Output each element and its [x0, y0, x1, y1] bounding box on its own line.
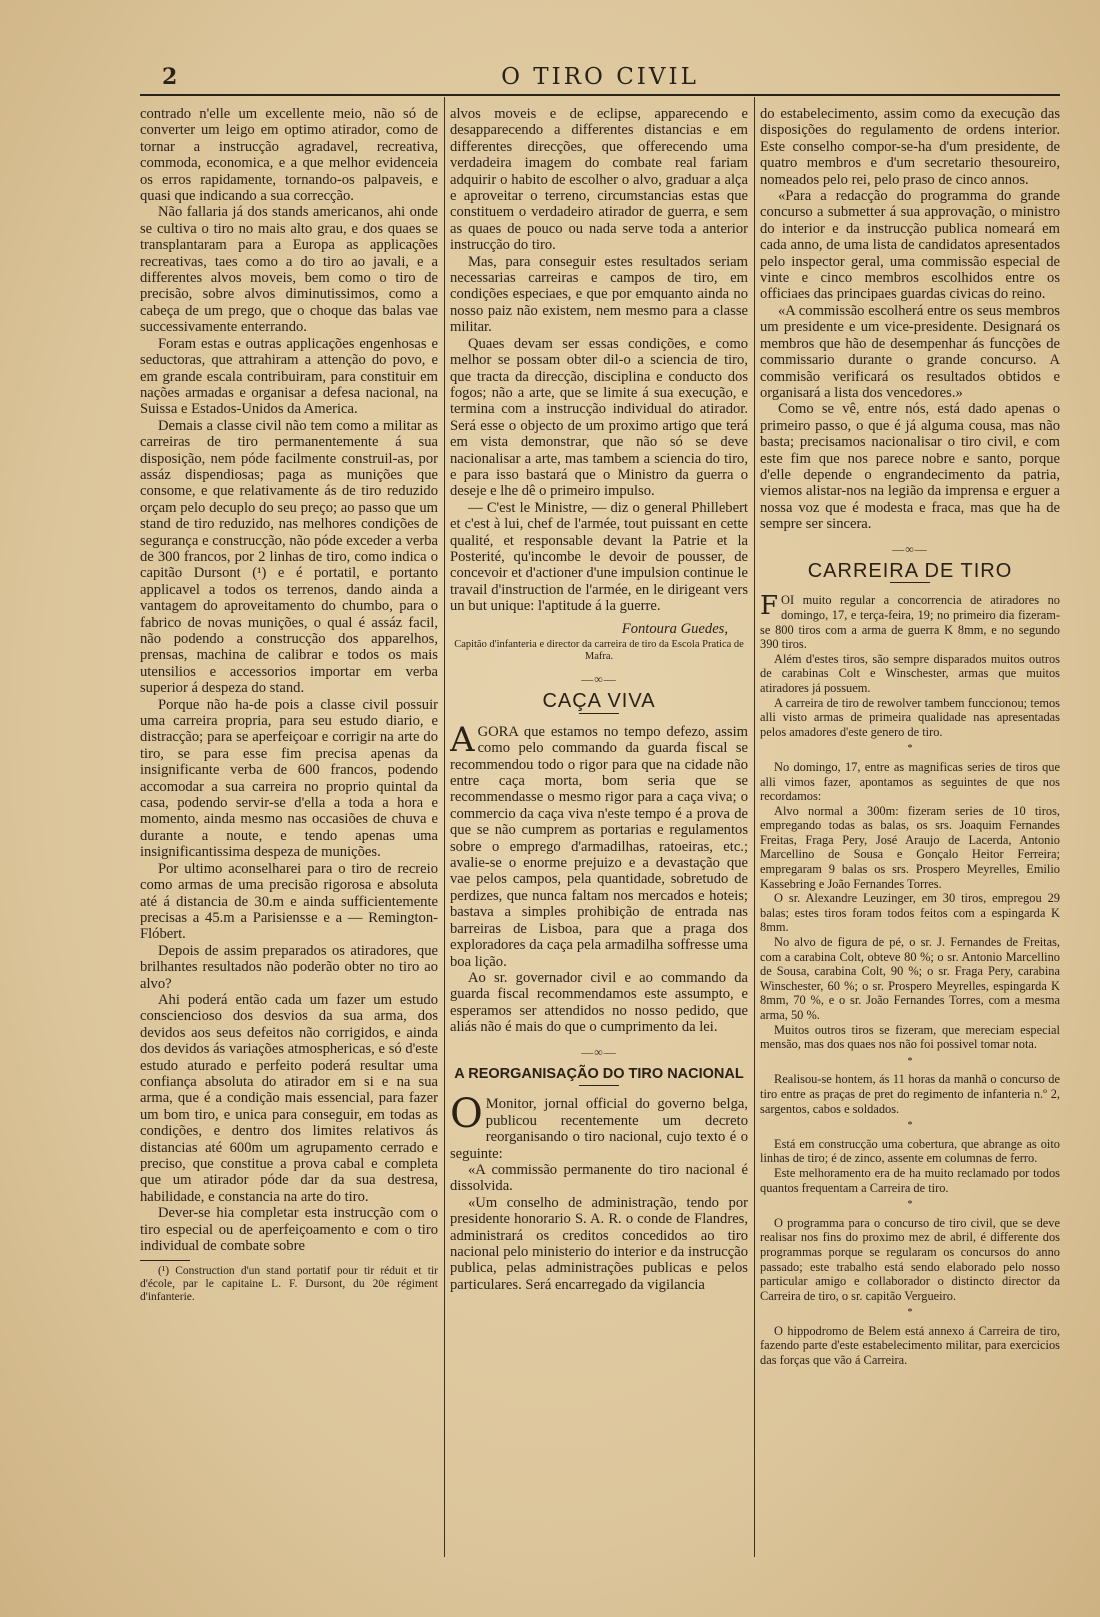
article-paragraph: Mas, para conseguir estes resultados seriam necessarias carreiras e campos de tiro, em condições especiaes, e que por emquanto ainda no nosso paiz não existem, nem mesmo para a classe militar.: [450, 253, 748, 336]
article-paragraph: Quaes devam ser essas condições, e como melhor se possam obter dil-o a sciencia de tiro, que tracta da direcção, disciplina e conducto dos fogos; não a arte, que se limite á sua execução, e termina com a instrucção individual do atirador. Será esse o objecto de um proximo artigo que terá em vista demonstrar, que não só se deve nacionalisar a arte, mas tambem a sciencia do tiro, e para isso bastará que o Ministro da guerra o deseje e lhe dê o primeiro impulso.: [450, 335, 748, 500]
section-title-reorganisacao: A REORGANISAÇÃO DO TIRO NACIONAL: [454, 1065, 744, 1082]
article-paragraph: O programma para o concurso de tiro civil, que se deve realisar nos fins do proximo mez de abril, é differente dos programmas porque se regularam os concursos do anno passado; este trabalho está sendo elaborado pelo nosso particular amigo e collaborador o distincto director da Carreira de tiro, o sr. capitão Vergueiro.: [760, 1215, 1060, 1303]
article-paragraph: Foram estas e outras applicações engenhosas e seductoras, que attrahiram a attenção do povo, e em grande escala contribuiram, para constituir em nações armadas e organisar a defesa nacional, na Suissa e Estados-Unidos da America.: [140, 335, 438, 418]
article-paragraph: Este melhoramento era de ha muito reclamado por todos quantos frequentam a Carreira de tiro.: [760, 1165, 1060, 1195]
author-title: Capitão d'infanteria e director da carreira de tiro da Escola Pratica de Mafra.: [454, 639, 744, 662]
drop-cap: O: [450, 1091, 483, 1138]
drop-cap: A: [450, 719, 475, 760]
section-ornament: —∞—: [892, 541, 928, 556]
article-paragraph: FOI muito regular a concorrencia de atiradores no domingo, 17, e terça-feira, 19; no primeiro dia fizeram-se 800 tiros com a arma de guerra K 8mm, e no segundo 390 tiros.: [760, 591, 1060, 652]
article-paragraph: O Monitor, jornal official do governo belga, publicou recentemente um decreto reorganisando o tiro nacional, cujo texto é o seguinte:: [450, 1091, 748, 1162]
article-paragraph: Está em construcção uma cobertura, que abrange as oito linhas de tiro; é de zinco, assente em columnas de ferro.: [760, 1136, 1060, 1166]
article-paragraph: A carreira de tiro de rewolver tambem funccionou; temos alli visto armas de primeira qualidade nas apresentadas pelos amadores d'este genero de tiro.: [760, 695, 1060, 739]
column-1: [140, 106, 438, 1576]
page-number: 2: [162, 64, 178, 90]
section-title-caca-viva: CAÇA VIVA: [542, 690, 656, 713]
title-rule: [579, 713, 619, 714]
article-paragraph: No domingo, 17, entre as magnificas series de tiros que alli vimos fazer, apontamos as seguintes de que nos recordamos:: [760, 759, 1060, 804]
article-paragraph: Por ultimo aconselharei para o tiro de recreio como armas de uma precisão rigorosa e absoluta até á distancia de 30.m e ainda sufficientemente precisas a 45.m a Parisiensse e a — Remington-Flóbert.: [140, 860, 438, 943]
column-divider: [444, 97, 445, 1557]
column-3: [760, 106, 1060, 1576]
article-paragraph: «Para a redacção do programma do grande concurso a submetter á sua approvação, o ministro do interior e da instrucção publica nomeará em cada anno, de uma lista de candidatos apresentados pelo inspector geral, uma commissão especial de vinte e cinco membros escolhidos entre os officiaes das principaes guardas civicas do reino.: [760, 188, 1060, 303]
article-paragraph: Depois de assim preparados os atiradores, que brilhantes resultados não poderão obter no tiro ao alvo?: [140, 942, 438, 992]
section-title-carreira: CARREIRA DE TIRO: [807, 559, 1013, 582]
article-paragraph: Muitos outros tiros se fizeram, que mereciam especial mensão, mas dos quaes nos não foi possivel tomar nota.: [760, 1022, 1060, 1052]
article-paragraph: Ahi poderá então cada um fazer um estudo consciencioso dos desvios da sua arma, dos devidos aos seus defeitos não corrigidos, e ainda dos devidos ás variações atmosphericas, e só d'este estudo aturado e perfeito poderá resultar uma confiança absoluta do atirador em si e na sua arma, que é a condição mais essencial, para fazer um bom tiro, e unica para conseguir, em todas as condições, e dentro dos limites relativos ás distancias até 600m um agrupamento cerrado e preciso, que constitue a prova cabal e completa que um atirador póde dar da sua destresa, habilidade, e constancia na arte do tiro.: [140, 991, 438, 1205]
carreira-body: [760, 593, 1060, 1367]
separator-asterisk: *: [907, 1120, 913, 1132]
article-paragraph: Não fallaria já dos stands americanos, ahi onde se cultiva o tiro no mais alto grau, e dos quaes se transplantaram para a Europa as applicações recreativas, taes como a do tiro ao javali, e a differentes alvos moveis, bem como o tiro de precisão, sobre alvos diminutissimos, como a cabeça de um prego, que o choque das balas vae successivamente enterrando.: [140, 204, 438, 336]
drop-cap: F: [760, 591, 779, 622]
section-ornament: —∞—: [581, 1044, 617, 1059]
article-paragraph: Realisou-se hontem, ás 11 horas da manhã o concurso de tiro entre as praças de pret do regimento de infanteria n.º 2, sargentos, cabos e soldados.: [760, 1072, 1060, 1116]
page-header: [140, 62, 1060, 92]
article-paragraph: Como se vê, entre nós, está dado apenas o primeiro passo, o que é já alguma cousa, mas não basta; precisamos nacionalisar o tiro civil, e com este fim que nos parece nobre e santo, porque d'elle depende o engrandecimento da patria, viemos alistar-nos na legião da imprensa e erguer a nossa voz que é modesta e fraca, mas que ha de sempre ser sincera.: [760, 401, 1060, 533]
separator-asterisk: *: [907, 1055, 913, 1067]
section-ornament: —∞—: [581, 672, 617, 686]
article-paragraph: No alvo de figura de pé, o sr. J. Fernandes de Freitas, com a carabina Colt, obteve 80 %; o sr. Antonio Marcellino de Sousa, carabina Colt, 90 %; o sr. Fraga Pery, carabina Winschester, 60 %; o sr. Prospero Meyrelles, espingarda K 8mm, 70 %, e o sr. João Fernandes Torres, com a mesma arma, 50 %.: [760, 935, 1060, 1022]
article-paragraph: Demais a classe civil não tem como a militar as carreiras de tiro permanentemente á sua disposição, nem póde facilmente construil-as, por assáz dispendiosas; paga as munições que consome, e que relativamente ás de tiro reduzido orçam pelo decuplo do seu preço; ao passo que um stand de tiro reduzido, nas melhores condições de segurança e construcção, não póde exceder a verba de 300 francos, por 2 linhas de tiro, como indica o capitão Dursont (¹) e é portatil, e portanto applicavel a todos os terrenos, dando ainda a vantagem do aproveitamento do chumbo, para o fabrico de novas munições, o qual é assáz facil, não podendo a construcção dos apparelhos, prensas, machina de calibrar e todos os mais utensilios e accessorios importar em verba superior á despeza do stand.: [140, 417, 438, 697]
article-paragraph: «Um conselho de administração, tendo por presidente honorario S. A. R. o conde de Flandres, administrará os creditos concedidos ao tiro nacional pelo ministerio do interior e da instrucção publica, pelas administrações publicas e pelos particulares. Será encarregado da vigilancia: [450, 1194, 748, 1293]
title-rule: [579, 1085, 619, 1086]
title-rule: [890, 582, 930, 583]
article-paragraph: O hippodromo de Belem está annexo á Carreira de tiro, fazendo parte d'este estabelecimento militar, para exercicios das forças que vão á Carreira.: [760, 1323, 1060, 1368]
article-paragraph: Dever-se hia completar esta instrucção com o tiro especial ou de aperfeiçoamento e com o tiro individual de combate sobre: [140, 1205, 438, 1255]
article-paragraph: contrado n'elle um excellente meio, não só de converter um leigo em optimo atirador, como de tornar a instrucção agradavel, recreativa, commoda, economica, e a que melhor evidenceia os erros rapidamente, tornando-os palpaveis, e quasi que indicando a sua correcção.: [140, 106, 438, 205]
article-paragraph: Além d'estes tiros, são sempre disparados muitos outros de carabinas Colt e Winschester, armas que muitos atiradores já possuem.: [760, 651, 1060, 695]
header-rule: [140, 94, 1060, 96]
separator-asterisk: *: [907, 1199, 913, 1211]
article-paragraph: «A commissão permanente do tiro nacional é dissolvida.: [450, 1161, 748, 1195]
article-paragraph: O sr. Alexandre Leuzinger, em 30 tiros, empregou 29 balas; estes tiros foram todos feitos com a espingarda K 8mm.: [760, 891, 1060, 935]
article-paragraph: do estabelecimento, assim como da execução das disposições do regulamento de ordens interior. Este conselho compor-se-ha d'um presidente, de quatro membros e d'um secretario thesoureiro, nomeados pelo rei, pelo praso de cinco annos.: [760, 106, 1060, 188]
author-signature: Fontoura Guedes,: [621, 620, 728, 637]
article-paragraph: Ao sr. governador civil e ao commando da guarda fiscal recommendamos este assumpto, e esperamos ser attendidos no nosso pedido, que aliás não é mais do que o cumprimento da lei.: [450, 969, 748, 1036]
article-paragraph: Alvo normal a 300m: fizeram series de 10 tiros, empregando todas as balas, os srs. Joaquim Fernandes Freitas, Fraga Pery, José Araujo de Lacerda, Antonio Marcellino de Sousa e Gonçalo Heitor Ferreira; empregaram 9 balas os srs. Prospero Meyrelles, Emilio Kassebring e João Fernandes Torres.: [760, 803, 1060, 891]
column-2: [450, 106, 748, 1576]
separator-asterisk: *: [907, 743, 913, 755]
footnote-rule: [140, 1260, 190, 1261]
masthead: O TIRO CIVIL: [501, 64, 699, 90]
article-paragraph: «A commissão escolherá entre os seus membros um presidente e um vice-presidente. Designará os membros que hão de desempenhar ás funcções de commissario durante o grande concurso. A commisão verificará os resultados obtidos e organisará a lista dos vencedores.»: [760, 302, 1060, 401]
article-paragraph: AGORA que estamos no tempo defezo, assim como pelo commando da guarda fiscal se recommendou todo o rigor para que na cidade não entre caça morta, bom seria que se recommendasse o mesmo rigor para a caça viva; o commercio da caça viva n'este tempo é a prova de que se não cumprem as portarias e regulamentos sobre o emprego d'armadilhas, ratoeiras, etc.; avalie-se o enorme prejuizo e a devastação que vae pelos campos, pela quantidade, sobretudo de perdizes, que nunca faltam nos mercados e hoteis; bastava a simples prohibição de entrada nas barreiras de Lisboa, para que a praga dos exploradores da caça pela armadilha soffresse uma boa lição.: [450, 719, 748, 970]
footnote: (¹) Construction d'un stand portatif pour tir réduit et tir d'école, par le capitaine L. F. Dursont, du 20e régiment d'infanterie.: [140, 1265, 438, 1304]
article-paragraph: Porque não ha-de pois a classe civil possuir uma carreira propria, para seu estudo diario, e distracção; para se aperfeiçoar e corrigir na arte do tiro, se para esse fim precisa apenas da insignificante verba de 600 francos, podendo accomodar a sua carreira no proprio quintal da casa, podendo servir-se d'ella a toda a hora e momento, ainda mesmo nas occasiões de chuva e durante a noute, e tendo apenas uma insignificantissima despeza de munições.: [140, 696, 438, 861]
article-paragraph: alvos moveis e de eclipse, apparecendo e desapparecendo a differentes distancias e em differentes direcções, que offerecendo uma verdadeira imagem do combate real fariam adquirir o habito de escolher o alvo, graduar a alça e aproveitar o terreno, circumstancias estas que constituem o verdadeiro atirador de guerra, e sem as quaes de pouco ou nada serve toda a anterior instrucção do tiro.: [450, 106, 748, 254]
separator-asterisk: *: [907, 1307, 913, 1319]
column-divider: [754, 97, 755, 1557]
article-paragraph: — C'est le Ministre, — diz o general Phillebert et c'est à lui, chef de l'armée, tout puissant en cette qualité, et responsable devant la Patrie et la Posterité, qu'incombe le devoir de pousser, de concevoir et d'actioner d'une impulsion continue le travail d'instruction de l'armée, en le dirigeant vers un but unique: l'aptitude á la guerre.: [450, 499, 748, 615]
